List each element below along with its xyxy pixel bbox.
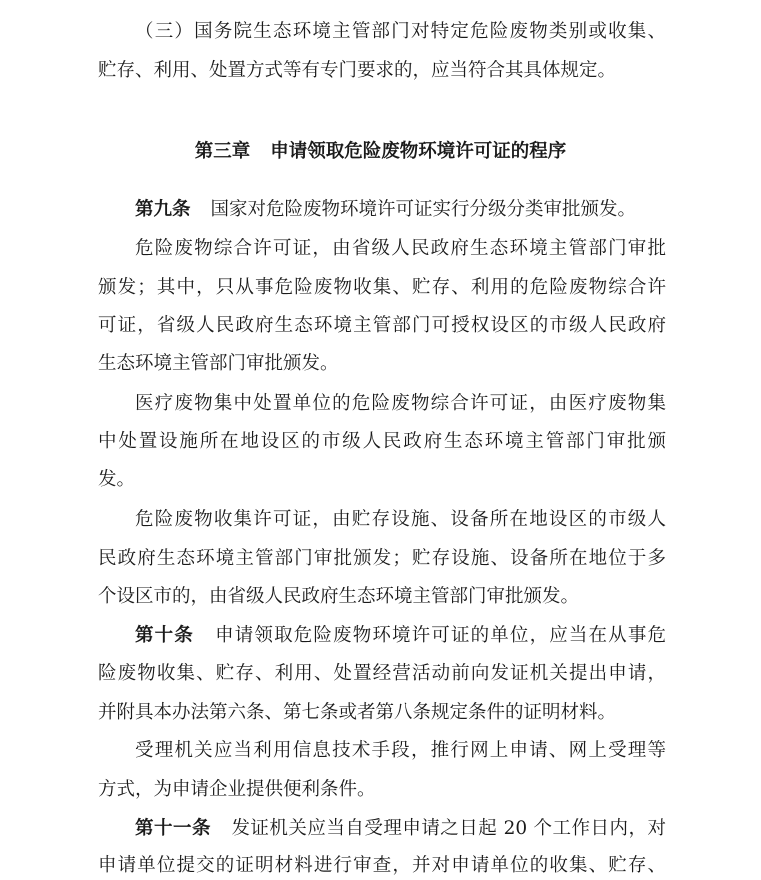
article-9-text: 国家对危险废物环境许可证实行分级分类审批颁发。: [210, 199, 637, 220]
chapter-title: 申请领取危险废物环境许可证的程序: [270, 141, 567, 162]
chapter-number: 第三章: [194, 141, 251, 162]
article-9-para3-line-2: 中处置设施所在地设区的市级人民政府生态环境主管部门审批颁: [98, 431, 666, 452]
article-9-first-line: [135, 196, 666, 224]
article-9-para4-line-3: 个设区市的，由省级人民政府生态环境主管部门审批颁发。: [98, 586, 580, 607]
article-9-para4-line-2: 民政府生态环境主管部门审批颁发；贮存设施、设备所在地位于多: [98, 548, 666, 569]
clause-3-line-1: （三）国务院生态环境主管部门对特定危险废物类别或收集、: [135, 21, 666, 42]
clause-3-line-2: 贮存、利用、处置方式等有专门要求的，应当符合其具体规定。: [98, 60, 617, 81]
article-11-first-line: [135, 815, 666, 843]
article-11-line-2: 申请单位提交的证明材料进行审查，并对申请单位的收集、贮存、: [98, 855, 666, 876]
article-9-para2-line-2: 颁发；其中，只从事危险废物收集、贮存、利用的危险废物综合许: [98, 277, 666, 298]
article-9-para2-line-1: 危险废物综合许可证，由省级人民政府生态环境主管部门审批: [135, 238, 666, 259]
article-10-para2-line-2: 方式，为申请企业提供便利条件。: [98, 779, 376, 800]
article-9-para2-line-4: 生态环境主管部门审批颁发。: [98, 353, 339, 374]
article-10-text: 申请领取危险废物环境许可证的单位，应当在从事危: [213, 625, 666, 646]
article-10-para2-line-1: 受理机关应当利用信息技术手段，推行网上申请、网上受理等: [135, 740, 666, 761]
article-10-line-2: 险废物收集、贮存、利用、处置经营活动前向发证机关提出申请，: [98, 663, 666, 684]
article-10-label: 第十条: [135, 625, 194, 646]
article-9-para3-line-3: 发。: [98, 469, 136, 490]
article-9-para4-line-1: 危险废物收集许可证，由贮存设施、设备所在地设区的市级人: [135, 509, 666, 530]
article-11-label: 第十一条: [135, 818, 211, 839]
article-10-first-line: [135, 622, 666, 650]
article-9-para3-line-1: 医疗废物集中处置单位的危险废物综合许可证，由医疗废物集: [135, 393, 666, 414]
article-10-line-3: 并附具本办法第六条、第七条或者第八条规定条件的证明材料。: [98, 702, 617, 723]
article-9-label: 第九条: [135, 199, 191, 220]
article-11-text: 发证机关应当自受理申请之日起 20 个工作日内，对: [230, 818, 666, 839]
article-9-para2-line-3: 可证，省级人民政府生态环境主管部门可授权设区的市级人民政府: [98, 315, 666, 336]
chapter-heading: [0, 138, 761, 166]
